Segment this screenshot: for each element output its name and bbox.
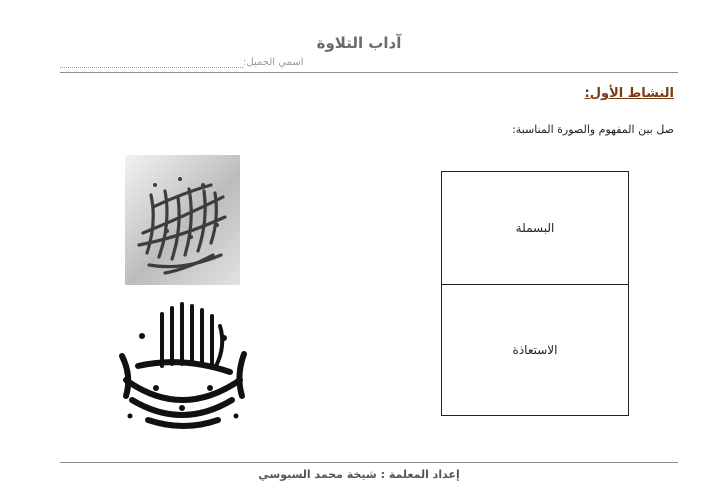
concept-label-istiadha: الاستعاذة xyxy=(512,342,558,357)
header-divider xyxy=(60,72,678,73)
teacher-name: شيخة محمد السبوسي xyxy=(258,468,377,481)
prepared-by-label: إعداد المعلمة xyxy=(388,468,460,481)
footer-separator: : xyxy=(380,468,385,481)
activity-instruction: صل بين المفهوم والصورة المناسبة: xyxy=(512,123,674,136)
worksheet-title: آداب التلاوة xyxy=(316,34,402,52)
concept-cell-istiadha[interactable] xyxy=(442,284,628,415)
basmala-calligraphy-art xyxy=(112,296,254,438)
concept-label-basmala: البسملة xyxy=(515,221,555,235)
istiadha-calligraphy-art xyxy=(125,155,240,285)
concept-cell-basmala[interactable] xyxy=(442,172,628,285)
footer-divider xyxy=(60,462,678,463)
concept-table xyxy=(441,171,629,416)
activity-title: النشاط الأول: xyxy=(584,86,674,101)
basmala-calligraphy-image[interactable] xyxy=(112,296,254,438)
footer-credit xyxy=(0,468,718,481)
istiadha-calligraphy-image[interactable] xyxy=(125,155,240,285)
name-entry-line[interactable] xyxy=(60,67,243,68)
name-label: اسمي الجميل: xyxy=(243,57,304,68)
